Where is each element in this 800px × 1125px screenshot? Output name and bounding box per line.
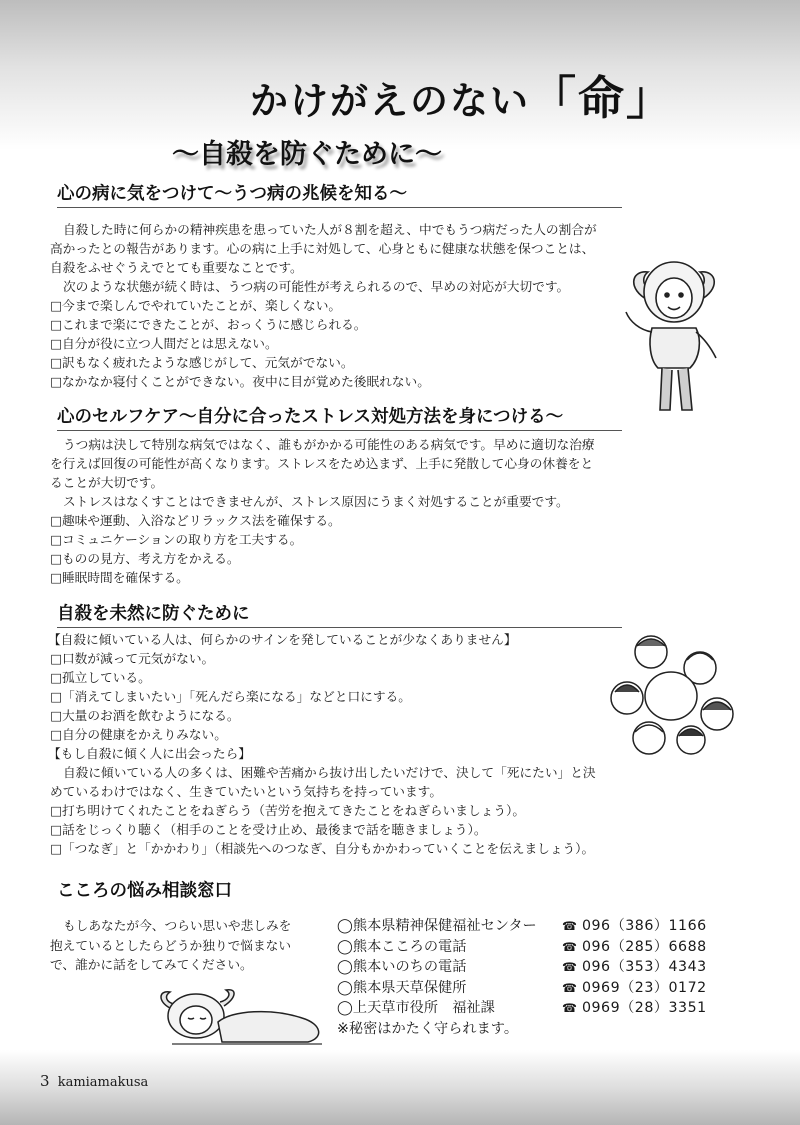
body-line: 自殺した時に何らかの精神疾患を患っていた人が８割を超え、中でもうつ病だった人の割合が bbox=[63, 222, 597, 237]
contact-phone[interactable]: 096（285）6688 bbox=[582, 938, 707, 955]
contact-phone[interactable]: 0969（28）3351 bbox=[582, 1000, 707, 1016]
body-line: ストレスはなくすことはできませんが、ストレス原因にうまく対処することが重要です。 bbox=[63, 494, 569, 509]
body-line: うつ病は決して特別な病気ではなく、誰もがかかる可能性のある病気です。早めに適切な治療 bbox=[63, 437, 595, 452]
contact-row bbox=[337, 916, 707, 937]
checklist-item: □訳もなく疲れたような感じがして、元気がでない。 bbox=[50, 355, 354, 370]
section-body-selfcare bbox=[50, 435, 595, 587]
section-heading-depression: 心の病に気をつけて～うつ病の兆候を知る～ bbox=[57, 180, 622, 208]
contact-row bbox=[337, 957, 707, 978]
body-line: を行えば回復の可能性が高くなります。ストレスをため込まず、上手に発散して心身の休養をと bbox=[50, 456, 594, 471]
checklist-item: □これまで楽にできたことが、おっくうに感じられる。 bbox=[50, 317, 367, 332]
section-heading-consult: こころの悩み相談窓口 bbox=[57, 881, 232, 901]
page-number: 3 bbox=[40, 1072, 50, 1090]
title-kanji: 「命」 bbox=[530, 71, 675, 125]
contact-list bbox=[337, 916, 707, 1039]
checklist-item: □「消えてしまいたい」「死んだら楽になる」などと口にする。 bbox=[50, 689, 411, 704]
section-body-depression bbox=[50, 220, 597, 391]
phone-icon: ☎ bbox=[562, 919, 577, 933]
checklist-item: □大量のお酒を飲むようになる。 bbox=[50, 708, 240, 723]
checklist-item: □コミュニケーションの取り方を工夫する。 bbox=[50, 532, 303, 547]
privacy-note: ※秘密はかたく守られます。 bbox=[337, 1020, 519, 1037]
phone-icon: ☎ bbox=[562, 1001, 577, 1015]
contact-name: ◯熊本こころの電話 bbox=[337, 938, 467, 955]
page-title bbox=[250, 62, 730, 128]
body-line: 高かったとの報告があります。心の病に上手に対処して、心身ともに健康な状態を保つことは、 bbox=[50, 241, 595, 256]
checklist-item: □ものの見方、考え方をかえる。 bbox=[50, 551, 240, 566]
people-circle-illustration bbox=[605, 632, 755, 758]
page-footer bbox=[40, 1072, 148, 1090]
checklist-item: □打ち明けてくれたことをねぎらう（苦労を抱えてきたことをねぎらいましょう）。 bbox=[50, 803, 526, 818]
section-heading-selfcare: 心のセルフケア～自分に合ったストレス対処方法を身につける～ bbox=[57, 403, 622, 431]
contact-row bbox=[337, 937, 707, 958]
contact-name: ◯熊本県精神保健福祉センター bbox=[337, 918, 537, 934]
sheep-mascot-illustration bbox=[618, 250, 730, 420]
title-main: かけがえのない bbox=[250, 79, 531, 123]
contact-row bbox=[337, 998, 707, 1019]
section-body-prevention bbox=[50, 630, 596, 858]
checklist-item: □自分の健康をかえりみない。 bbox=[50, 727, 227, 742]
phone-icon: ☎ bbox=[562, 960, 577, 974]
contact-phone[interactable]: 096（353）4343 bbox=[582, 959, 707, 975]
contact-phone[interactable]: 0969（23）0172 bbox=[582, 979, 707, 996]
intro-line: で、誰かに話をしてみてください。 bbox=[50, 957, 253, 972]
body-line: 自殺をふせぐうえでとても重要なことです。 bbox=[50, 260, 303, 275]
contact-row bbox=[337, 978, 707, 999]
checklist-item: □自分が役に立つ人間だとは思えない。 bbox=[50, 336, 278, 351]
checklist-item: □口数が減って元気がない。 bbox=[50, 651, 215, 666]
intro-line: もしあなたが今、つらい思いや悲しみを bbox=[63, 918, 292, 933]
checklist-item: □なかなか寝付くことができない。夜中に目が覚めた後眠れない。 bbox=[50, 374, 430, 389]
phone-icon: ☎ bbox=[562, 939, 577, 954]
checklist-item: □睡眠時間を確保する。 bbox=[50, 570, 189, 585]
checklist-item: □趣味や運動、入浴などリラックス法を確保する。 bbox=[50, 513, 341, 528]
subheading: 【もし自殺に傾く人に出会ったら】 bbox=[48, 746, 251, 761]
page-subtitle: ～自殺を防ぐために～ bbox=[172, 139, 442, 170]
contact-name: ◯上天草市役所 福祉課 bbox=[337, 1000, 495, 1016]
contact-name: ◯熊本県天草保健所 bbox=[337, 979, 467, 996]
body-line: めているわけではなく、生きていたいという気持ちを持っています。 bbox=[50, 784, 443, 799]
checklist-item: □「つなぎ」と「かかわり」（相談先へのつなぎ、自分もかかわっていくことを伝えましょう）。 bbox=[50, 841, 595, 856]
checklist-item: □話をじっくり聴く（相手のことを受け止め、最後まで話を聴きましょう）。 bbox=[50, 822, 487, 837]
site-name: kamiamakusa bbox=[57, 1075, 149, 1090]
contact-name: ◯熊本いのちの電話 bbox=[337, 959, 467, 975]
subheading: 【自殺に傾いている人は、何らかのサインを発していることが少なくありません】 bbox=[48, 632, 517, 647]
checklist-item: □孤立している。 bbox=[50, 670, 151, 685]
intro-line: 抱えているとしたらどうか独りで悩まない bbox=[50, 937, 292, 953]
body-line: 次のような状態が続く時は、うつ病の可能性が考えられるので、早めの対応が大切です。 bbox=[63, 279, 570, 294]
body-line: ることが大切です。 bbox=[50, 475, 164, 490]
section-heading-prevention: 自殺を未然に防ぐために bbox=[57, 600, 622, 628]
contact-phone[interactable]: 096（386）1166 bbox=[582, 918, 707, 934]
sleeping-sheep-illustration bbox=[152, 988, 332, 1050]
body-line: 自殺に傾いている人の多くは、困難や苦痛から抜け出したいだけで、決して「死にたい」と決 bbox=[63, 765, 596, 780]
checklist-item: □今まで楽しんでやれていたことが、楽しくない。 bbox=[50, 298, 342, 313]
phone-icon: ☎ bbox=[562, 980, 577, 995]
consult-intro bbox=[50, 916, 291, 975]
